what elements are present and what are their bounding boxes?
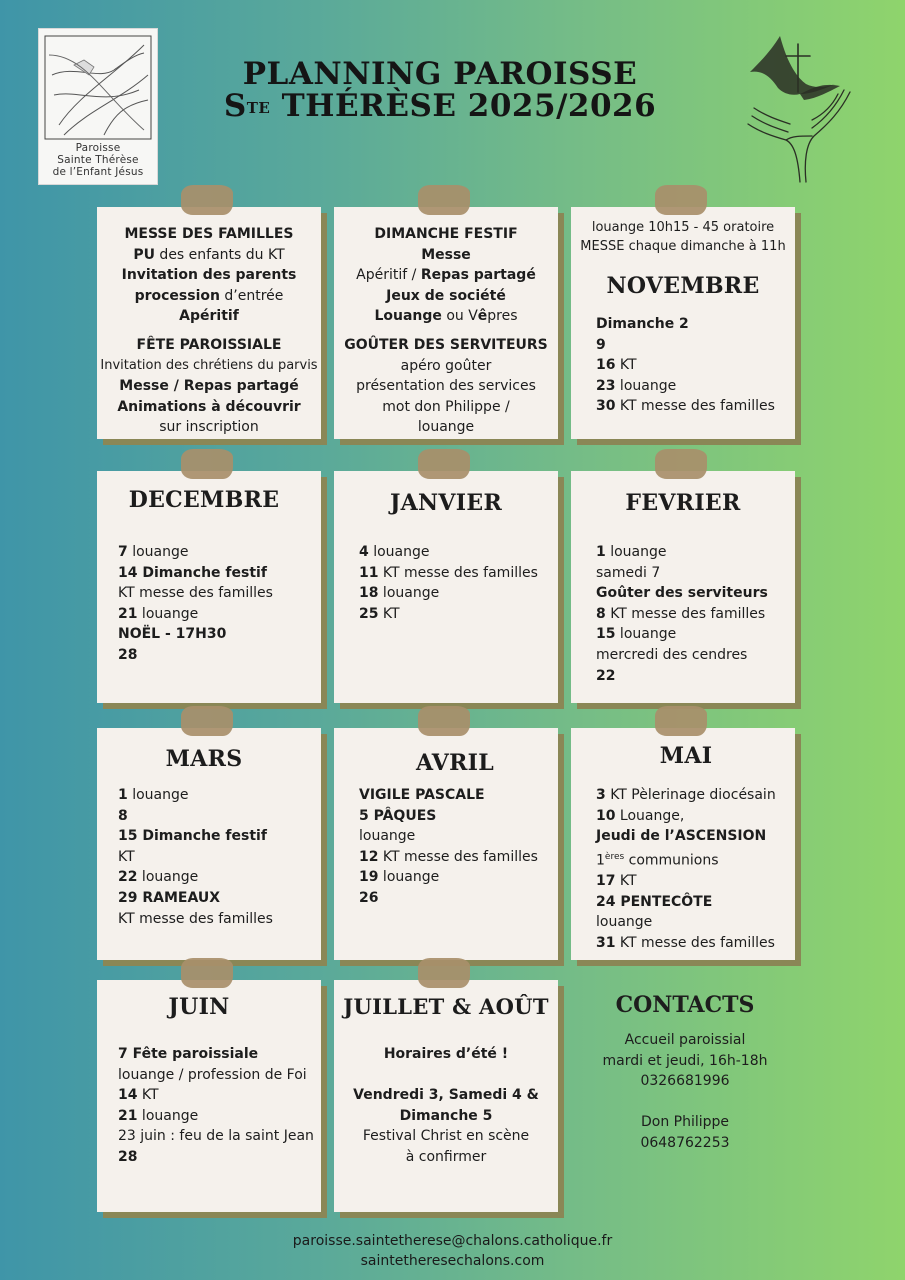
text: 1 [596,852,605,869]
tape [181,185,233,215]
text: 14 [118,1087,138,1104]
text: 31 [596,934,616,951]
month-title: MAI [659,743,713,769]
text: 23 [596,377,616,394]
card-mars [97,728,321,960]
text: louange [596,914,653,931]
page-title [200,58,680,122]
contact-phone[interactable]: 0326681996 [640,1073,730,1090]
text: 21 [118,1107,138,1124]
tape [418,958,470,988]
text: 24 PENTECÔTE [596,893,713,910]
month-title: JUILLET & AOÛT [343,994,549,1019]
text: KT messe des familles [615,934,775,951]
card-juin [97,980,321,1212]
text: louange [127,787,189,803]
text: louange [417,419,475,436]
text: KT messe des familles [118,910,273,927]
contact-phone[interactable]: 0648762253 [640,1134,730,1151]
card-octobre [334,207,558,439]
text: louange [137,1107,199,1124]
text: 23 juin : feu de la saint Jean [118,1128,314,1145]
text: KT [615,357,637,374]
text: 28 [118,646,138,663]
month-title: JANVIER [389,490,503,516]
text: 25 [359,605,379,622]
text: présentation des services [356,378,536,395]
text: Goûter des serviteurs [596,585,768,602]
text: 11 [359,564,379,581]
text: 28 [118,1148,138,1165]
text: ères [604,851,625,862]
card-janvier [334,471,558,703]
title-line-1: PLANNING PAROISSE [242,56,638,92]
text: VIGILE PASCALE [359,787,485,803]
text: 12 [359,848,379,865]
text: 1 [596,544,606,560]
text: PU [133,246,155,263]
text: mercredi des cendres [596,646,748,663]
text: des enfants du KT [154,246,285,263]
text: 29 RAMEAUX [118,889,221,906]
card-mai [571,728,795,960]
text: louange 10h15 - 45 oratoire [591,220,775,235]
text: ê [477,308,488,325]
text: mot don Philippe / [382,398,510,415]
text: KT [615,873,637,890]
text: 7 Fête paroissiale [118,1046,259,1062]
tape [418,185,470,215]
text: 8 [596,605,606,622]
text: Invitation des chrétiens du parvis [100,357,318,373]
text: KT messe des familles [378,848,538,865]
text: louange [615,377,677,394]
month-title: AVRIL [415,750,495,776]
title-line-2: $S^{TE}$ THÉRÈSE 2025/2026 [223,88,657,124]
text: samedi 7 [596,564,661,581]
text: Vendredi 3, Samedi 4 & [353,1087,539,1104]
text: 22 [118,869,138,886]
tape [181,449,233,479]
text: 18 [359,585,379,602]
month-title: NOVEMBRE [606,273,760,299]
text: louange [137,605,199,622]
contact-line: Accueil paroissial [624,1032,746,1048]
text: louange [368,544,430,560]
tape [181,706,233,736]
text: d’entrée [219,287,284,304]
footer-website-link[interactable]: saintetheresechalons.com [360,1253,545,1269]
contacts-heading: CONTACTS [615,992,755,1018]
tape [655,449,707,479]
text: 15 Dimanche festif [118,828,267,845]
month-title: DECEMBRE [128,487,280,513]
text: apéro goûter [400,357,492,374]
contacts-section [575,992,795,1154]
text: louange / profession de Foi [118,1066,307,1083]
text: FÊTE PAROISSIALE [136,336,282,353]
text: 22 [596,667,616,684]
text: KT messe des familles [605,605,766,622]
contact-line: Don Philippe [640,1114,730,1131]
text: louange [378,585,440,602]
month-title: JUIN [168,994,230,1020]
text: Festival Christ en scène [362,1128,530,1145]
text: KT [137,1087,159,1104]
text: Repas partagé [420,267,536,284]
text: 3 [596,787,606,803]
text: 1 [118,787,128,803]
text: Louange, [615,807,685,824]
text: 15 [596,626,616,643]
text: 14 Dimanche festif [118,564,267,581]
text: Dimanche 5 [399,1107,493,1124]
text: 26 [359,889,379,906]
text: 4 [359,544,369,560]
text: louange [137,869,199,886]
text: 21 [118,605,138,622]
text: 30 [596,398,616,415]
text: GOÛTER DES SERVITEURS [344,336,548,353]
footer-email-link[interactable]: paroisse.saintetherese@chalons.catholique.fr [292,1233,613,1249]
text: louange [359,828,416,845]
parish-logo [38,28,158,185]
text: Apéritif / [356,267,421,284]
text: louange [605,544,667,560]
text: Messe / Repas partagé [119,378,299,395]
card-novembre [571,207,795,439]
footer [0,1231,905,1271]
text: Invitation des parents [121,267,297,284]
text: procession [134,287,220,304]
text: à confirmer [405,1148,487,1165]
text: DIMANCHE FESTIF [374,226,518,242]
text: pres [487,308,518,325]
text: louange [127,544,189,560]
tape [655,185,707,215]
card-juillet-aout [334,980,558,1212]
text: 9 [596,336,606,353]
text: KT messe des familles [118,585,273,602]
text: MESSE chaque dimanche à 11h [580,239,786,254]
text: KT messe des familles [378,564,538,581]
text: Horaires d’été ! [383,1046,509,1062]
text: Jeudi de l’ASCENSION [596,828,767,845]
tape [181,958,233,988]
card-decembre [97,471,321,703]
text: KT [118,848,135,865]
text: Jeux de société [386,287,506,304]
text: louange [378,869,440,886]
text: 16 [596,357,616,374]
text: Animations à découvrir [117,398,301,415]
text: KT messe des familles [615,398,775,415]
text: KT [378,605,400,622]
logo-text-2: Sainte Thérèse [57,154,139,166]
text: KT Pèlerinage diocésain [605,787,776,803]
dove-logo-icon [44,35,152,140]
text: 10 [596,807,616,824]
text: Apéritif [179,308,239,325]
tape [418,449,470,479]
text: sur inscription [159,419,259,436]
text: MESSE DES FAMILLES [124,226,294,242]
dove-hands-icon [740,32,855,187]
text: Messe [421,246,471,263]
month-title: FEVRIER [625,490,741,516]
text: 8 [118,807,128,824]
logo-text-3: de l’Enfant Jésus [52,166,144,178]
text: Dimanche 2 [596,316,689,332]
text: NOËL - 17H30 [118,626,227,643]
logo-text-1: Paroisse [75,142,121,154]
text: 19 [359,869,379,886]
text: 17 [596,873,616,890]
contact-line: mardi et jeudi, 16h-18h [602,1052,768,1069]
text: louange [615,626,677,643]
tape [655,706,707,736]
text: 7 [118,544,128,560]
card-fevrier [571,471,795,703]
tape [418,706,470,736]
text: ou V [441,308,478,325]
card-septembre [97,207,321,439]
text: Louange [374,308,442,325]
text: communions [624,852,719,869]
text: 5 PÂQUES [359,807,437,824]
card-avril [334,728,558,960]
month-title: MARS [165,746,243,772]
